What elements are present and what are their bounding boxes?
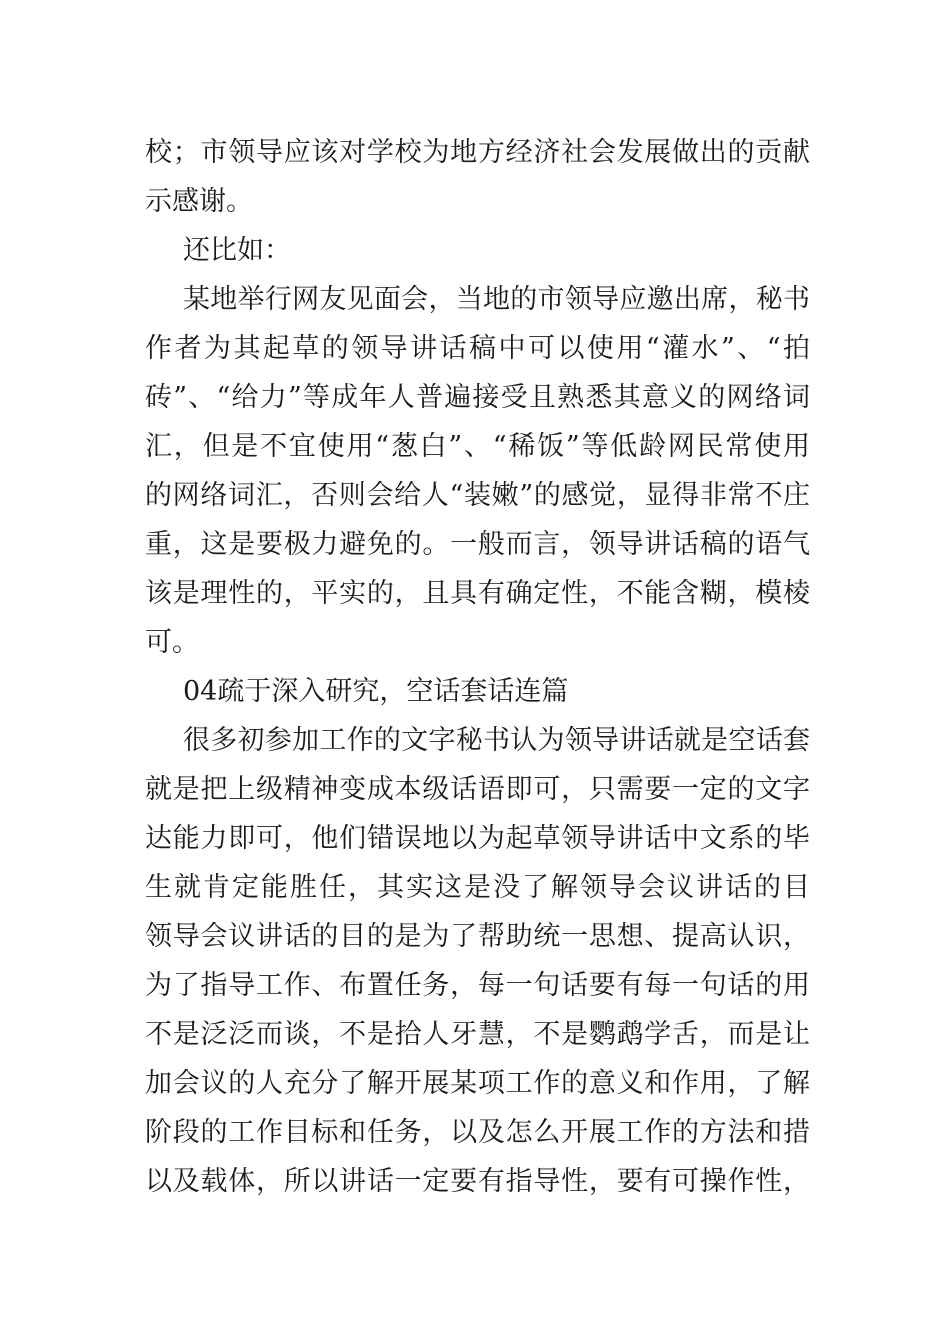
- body-line: 很多初参加工作的文字秘书认为领导讲话就是空话套: [183, 725, 810, 756]
- document-body: [145, 128, 810, 1206]
- section-heading: 04疏于深入研究，空话套话连篇: [183, 676, 569, 707]
- body-line: 达能力即可，他们错误地以为起草领导讲话中文系的毕: [145, 823, 810, 854]
- body-line: 以及载体，所以讲话一定要有指导性，要有可操作性，: [145, 1166, 810, 1197]
- body-line: 不是泛泛而谈，不是拾人牙慧，不是鹦鹉学舌，而是让: [145, 1019, 810, 1050]
- body-line: 为了指导工作、布置任务，每一句话要有每一句话的用: [145, 970, 810, 1001]
- body-line: 汇，但是不宜使用“葱白”、“稀饭”等低龄网民常使用: [145, 431, 810, 462]
- body-line: 还比如：: [183, 235, 291, 266]
- body-line: 校；市领导应该对学校为地方经济社会发展做出的贡献: [145, 137, 810, 168]
- body-line: 可。: [145, 627, 199, 658]
- body-line: 就是把上级精神变成本级话语即可，只需要一定的文字: [145, 774, 810, 805]
- body-line: 重，这是要极力避免的。一般而言，领导讲话稿的语气: [145, 529, 810, 560]
- body-line: 的网络词汇，否则会给人“装嫩”的感觉，显得非常不庄: [145, 480, 810, 511]
- body-line: 砖”、“给力”等成年人普遍接受且熟悉其意义的网络词: [145, 382, 810, 413]
- body-line: 生就肯定能胜任，其实这是没了解领导会议讲话的目: [145, 872, 810, 903]
- body-line: 某地举行网友见面会，当地的市领导应邀出席，秘书: [183, 284, 810, 315]
- body-line: 作者为其起草的领导讲话稿中可以使用“灌水”、“拍: [145, 333, 810, 364]
- body-line: 阶段的工作目标和任务，以及怎么开展工作的方法和措: [145, 1117, 810, 1148]
- body-line: 示感谢。: [145, 186, 253, 217]
- body-line: 加会议的人充分了解开展某项工作的意义和作用，了解: [145, 1068, 810, 1099]
- body-line: 领导会议讲话的目的是为了帮助统一思想、提高认识，: [145, 921, 810, 952]
- body-line: 该是理性的，平实的，且具有确定性，不能含糊，模棱: [145, 578, 810, 609]
